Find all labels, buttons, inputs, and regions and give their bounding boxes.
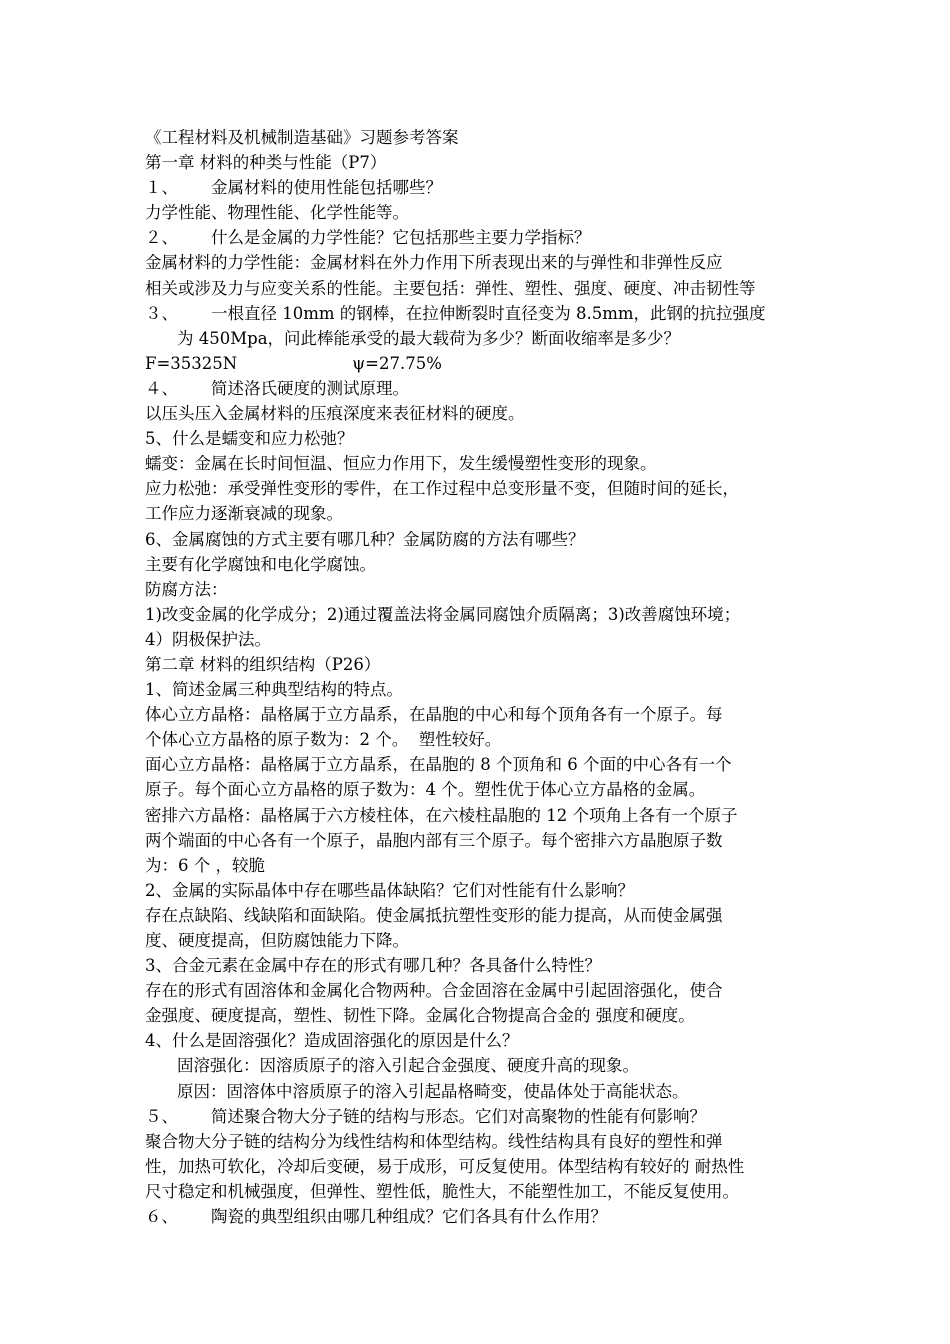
answer-2-3-line: 存在的形式有固溶体和金属化合物两种。合金固溶在金属中引起固溶强化，使合	[145, 981, 723, 1001]
question-1-5: 5、什么是蠕变和应力松弛？	[145, 429, 354, 449]
answer-2-5-line: 性，加热可软化，冷却后变硬，易于成形，可反复使用。体型结构有较好的 耐热性	[145, 1156, 745, 1176]
answer-1-6-line: 防腐方法：	[145, 579, 228, 599]
question-text: 简述聚合物大分子链的结构与形态。它们对高聚物的性能有何影响？	[211, 1106, 706, 1126]
answer-1-2-line: 金属材料的力学性能：金属材料在外力作用下所表现出来的与弹性和非弹性反应	[145, 253, 723, 273]
question-text: 一根直径 10mm 的钢棒，在拉伸断裂时直径变为 8.5mm，此钢的抗拉强度	[211, 303, 766, 323]
answer-1-6-line: 1)改变金属的化学成分；2)通过覆盖法将金属同腐蚀介质隔离；3)改善腐蚀环境；	[145, 604, 741, 624]
question-1-3	[145, 301, 815, 326]
question-number: ６、	[145, 1207, 178, 1227]
question-1-2	[145, 225, 815, 250]
answer-1-5-line: 工作应力逐渐衰减的现象。	[145, 504, 343, 524]
answer-psi: ψ=27.75%	[352, 353, 442, 373]
answer-2-5-line: 尺寸稳定和机械强度，但弹性、塑性低，脆性大，不能塑性加工，不能反复使用。	[145, 1181, 739, 1201]
question-1-4	[145, 376, 815, 401]
answer-2-1-line: 体心立方晶格：晶格属于立方晶系，在晶胞的中心和每个顶角各有一个原子。每	[145, 705, 723, 725]
answer-1-2-line: 相关或涉及力与应变关系的性能。主要包括：弹性、塑性、强度、硬度、冲击韧性等	[145, 278, 756, 298]
answer-1-3	[145, 351, 815, 376]
answer-2-1-line: 为：6 个 ，较脆	[145, 855, 265, 875]
answer-2-4-line: 原因：固溶体中溶质原子的溶入引起晶格畸变，使晶体处于高能状态。	[177, 1081, 689, 1101]
answer-2-1-line: 密排六方晶格：晶格属于六方棱柱体，在六棱柱晶胞的 12 个项角上各有一个原子	[145, 805, 738, 825]
question-2-3: 3、合金元素在金属中存在的形式有哪几种？各具备什么特性？	[145, 956, 601, 976]
question-2-2: 2、金属的实际晶体中存在哪些晶体缺陷？它们对性能有什么影响？	[145, 880, 634, 900]
question-number: １、	[145, 178, 178, 198]
answer-2-1-line: 面心立方晶格：晶格属于立方晶系，在晶胞的 8 个顶角和 6 个面的中心各有一个	[145, 755, 732, 775]
answer-2-1-line: 个体心立方晶格的原子数为：2 个。 塑性较好。	[145, 730, 502, 750]
document-page	[145, 125, 815, 1229]
answer-2-1-line: 原子。每个面心立方晶格的原子数为：4 个。塑性优于体心立方晶格的金属。	[145, 780, 706, 800]
question-number: ２、	[145, 228, 178, 248]
question-1-3-continuation: 为 450Mpa，问此棒能承受的最大载荷为多少？断面收缩率是多少？	[177, 328, 681, 348]
answer-1-5-line: 蠕变：金属在长时间恒温、恒应力作用下，发生缓慢塑性变形的现象。	[145, 454, 657, 474]
question-text: 什么是金属的力学性能？它包括那些主要力学指标？	[211, 228, 591, 248]
chapter-1-heading: 第一章 材料的种类与性能（P7）	[145, 153, 387, 173]
answer-force: F=35325N	[145, 353, 238, 373]
answer-1-4: 以压头压入金属材料的压痕深度来表征材料的硬度。	[145, 404, 525, 424]
question-1-1	[145, 175, 815, 200]
answer-2-5-line: 聚合物大分子链的结构分为线性结构和体型结构。线性结构具有良好的塑性和弹	[145, 1131, 723, 1151]
question-text: 金属材料的使用性能包括哪些？	[211, 178, 442, 198]
answer-1-6-line: 主要有化学腐蚀和电化学腐蚀。	[145, 554, 376, 574]
question-2-1: 1、简述金属三种典型结构的特点。	[145, 680, 403, 700]
answer-2-4-line: 固溶强化：因溶质原子的溶入引起合金强度、硬度升高的现象。	[177, 1056, 639, 1076]
answer-1-1: 力学性能、物理性能、化学性能等。	[145, 203, 409, 223]
answer-2-2-line: 存在点缺陷、线缺陷和面缺陷。使金属抵抗塑性变形的能力提高，从而使金属强	[145, 905, 723, 925]
document-title: 《工程材料及机械制造基础》习题参考答案	[145, 128, 459, 147]
chapter-2-heading: 第二章 材料的组织结构（P26）	[145, 654, 381, 674]
question-text: 陶瓷的典型组织由哪几种组成？它们各具有什么作用？	[211, 1207, 607, 1227]
question-text: 简述洛氏硬度的测试原理。	[211, 378, 409, 398]
question-2-4: 4、什么是固溶强化？造成固溶强化的原因是什么？	[145, 1031, 519, 1051]
question-2-5	[145, 1104, 815, 1129]
answer-2-2-line: 度、硬度提高，但防腐蚀能力下降。	[145, 931, 409, 950]
question-1-6: 6、金属腐蚀的方式主要有哪几种？金属防腐的方法有哪些？	[145, 529, 585, 549]
answer-1-5-line: 应力松弛：承受弹性变形的零件，在工作过程中总变形量不变，但随时间的延长，	[145, 479, 739, 499]
question-2-6	[145, 1204, 815, 1229]
answer-1-6-line: 4）阴极保护法。	[145, 629, 271, 649]
question-number: ５、	[145, 1106, 178, 1126]
answer-2-3-line: 金强度、硬度提高，塑性、韧性下降。金属化合物提高合金的 强度和硬度。	[145, 1006, 695, 1026]
question-number: ３、	[145, 303, 178, 323]
question-number: ４、	[145, 378, 178, 398]
answer-2-1-line: 两个端面的中心各有一个原子，晶胞内部有三个原子。每个密排六方晶胞原子数	[145, 830, 723, 850]
